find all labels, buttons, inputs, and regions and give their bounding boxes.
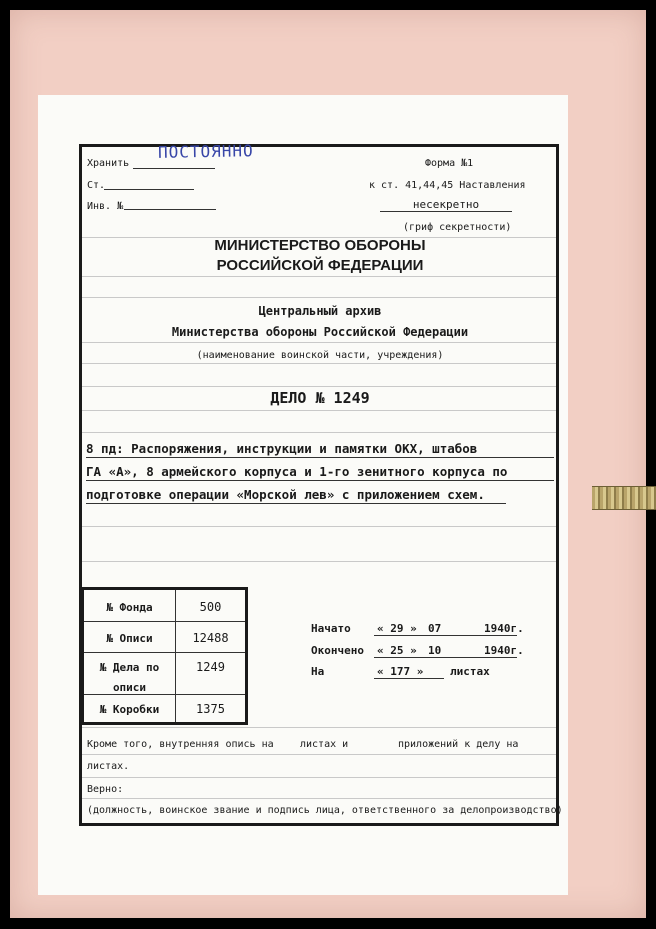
ministry-line-2: РОССИЙСКОЙ ФЕДЕРАЦИИ [216, 257, 424, 274]
end-year: 1940г. [484, 644, 524, 657]
start-day: « 29 » [377, 622, 417, 635]
archive-line-2: Министерства обороны Российской Федерации [171, 325, 469, 339]
rule [82, 798, 556, 799]
sheets-text: листах. [87, 761, 130, 772]
registry-table [81, 587, 248, 725]
rule [82, 526, 556, 527]
st-label: Ст. [87, 180, 106, 191]
case-description-line-2: ГА «А», 8 армейского корпуса и 1-го зенитного корпуса по [86, 464, 508, 479]
opis-value: 12488 [192, 631, 229, 645]
start-year: 1940г. [484, 622, 524, 635]
archive-line-1: Центральный архив [258, 304, 382, 318]
delo-value: 1249 [196, 660, 225, 674]
delo-label-line-1: № Дела по [99, 661, 160, 674]
sheets-label: листах [450, 665, 490, 678]
rule [82, 432, 556, 433]
end-label: Окончено [311, 644, 364, 657]
case-title: ДЕЛО № 1249 [270, 389, 370, 407]
rule [82, 276, 556, 277]
classification-caption: (гриф секретности) [403, 222, 512, 233]
store-line [133, 168, 215, 169]
binding-tape [592, 486, 656, 510]
box-value: 1375 [196, 702, 225, 716]
description-underline [86, 480, 554, 481]
case-description-line-3: подготовке операции «Морской лев» с приложением схем. [86, 487, 485, 502]
store-label: Хранить [87, 158, 130, 169]
box-label: № Коробки [99, 703, 160, 716]
rule [82, 777, 556, 778]
delo-label-line-2: описи [112, 681, 147, 694]
form-number: Форма №1 [425, 158, 474, 169]
opis-label: № Описи [106, 632, 153, 645]
classification-line [380, 211, 512, 212]
classification: несекретно [412, 198, 480, 211]
rule [82, 410, 556, 411]
inventory-line [124, 209, 216, 210]
rule [82, 297, 556, 298]
end-date-line [374, 657, 517, 658]
verified-label: Верно: [87, 784, 124, 795]
responsible-person-caption: (должность, воинское звание и подпись лица, ответственного за делопроизводство) [87, 805, 563, 816]
attachments-text: приложений к делу на [398, 739, 519, 750]
start-label: Начато [311, 622, 351, 635]
rule [82, 561, 556, 562]
fond-label: № Фонда [106, 601, 153, 614]
description-underline [86, 503, 506, 504]
on-label: На [311, 665, 325, 678]
start-month: 07 [428, 622, 442, 635]
rule [82, 363, 556, 364]
description-underline [86, 457, 554, 458]
end-day: « 25 » [377, 644, 417, 657]
rule [82, 342, 556, 343]
sheets-and-text: листах и [300, 739, 349, 750]
end-month: 10 [428, 644, 442, 657]
permanent-stamp: ПОСТОЯННО [157, 141, 254, 162]
fond-value: 500 [199, 600, 222, 614]
sheet-count-line [374, 678, 444, 679]
rule [82, 754, 556, 755]
article-reference: к ст. 41,44,45 Наставления [369, 180, 526, 191]
archive-caption: (наименование воинской части, учреждения) [196, 350, 444, 361]
inventory-label: Инв. № [87, 201, 124, 212]
ministry-line-1: МИНИСТЕРСТВО ОБОРОНЫ [214, 237, 426, 254]
st-line [104, 189, 194, 190]
case-description-line-1: 8 пд: Распоряжения, инструкции и памятки ОКХ, штабов [86, 441, 478, 456]
rule [82, 727, 556, 728]
inner-inventory-text: Кроме того, внутренняя опись на [87, 739, 274, 750]
rule [82, 386, 556, 387]
start-date-line [374, 635, 517, 636]
sheet-count: « 177 » [377, 665, 424, 678]
